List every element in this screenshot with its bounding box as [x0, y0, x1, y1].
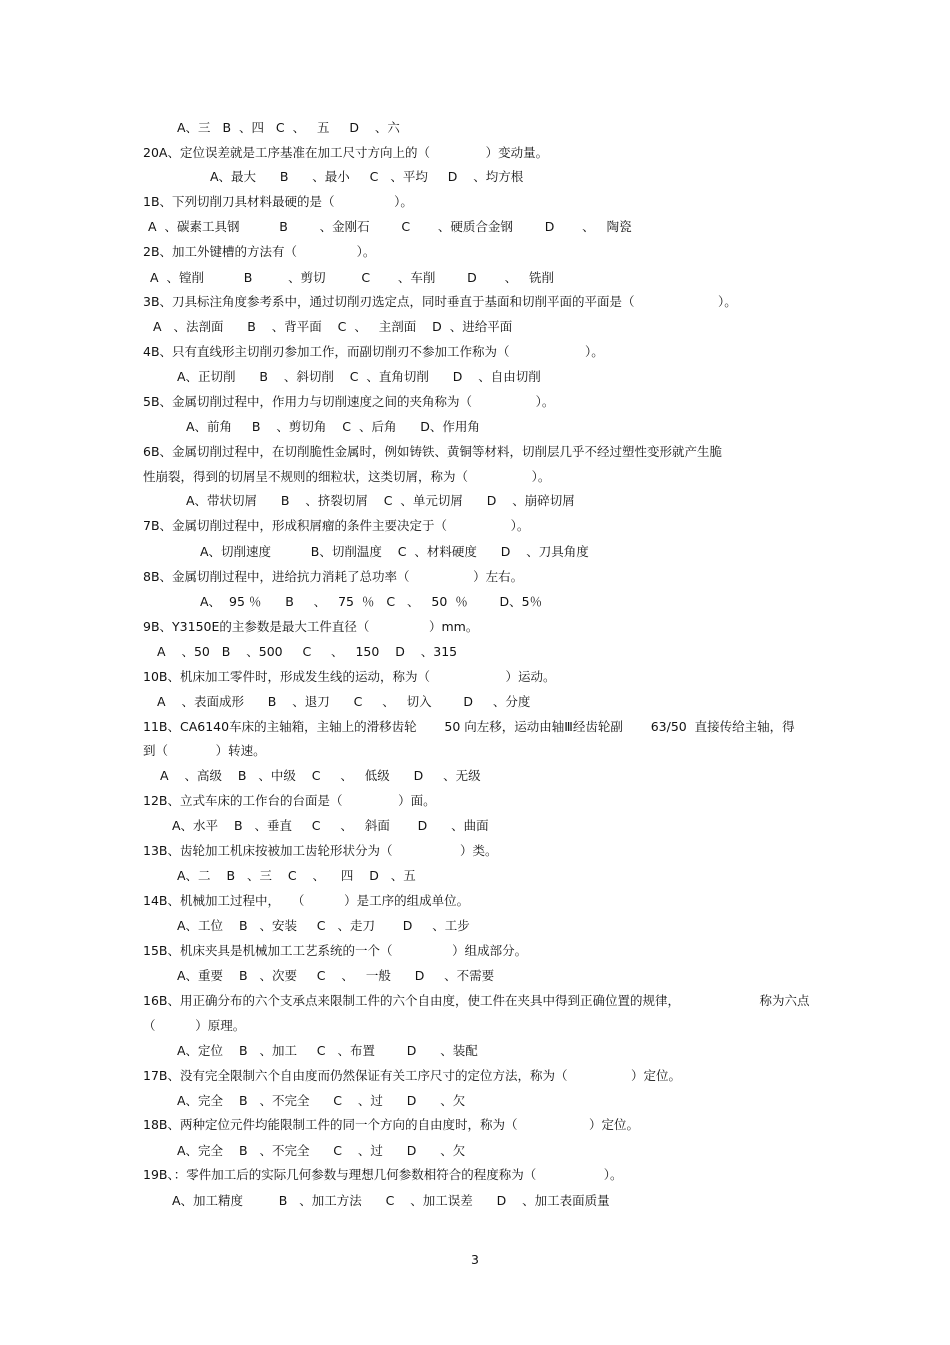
- question-line: （ ）原理。: [143, 1018, 246, 1033]
- question-line: 19B、：零件加工后的实际几何参数与理想几何参数相符合的程度称为（ ）。: [143, 1167, 623, 1182]
- question-line: 2B、加工外键槽的方法有（ ）。: [143, 244, 376, 259]
- question-line: 9B、Y3150E的主参数是最大工件直径（ ）mm。: [143, 619, 479, 634]
- option-line: A、定位 B 、加工 C 、布置 D 、装配: [177, 1043, 478, 1058]
- page-number: 3: [471, 1252, 479, 1267]
- question-line: 17B、没有完全限制六个自由度而仍然保证有关工序尺寸的定位方法，称为（ ）定位。: [143, 1068, 682, 1083]
- option-line: A 、法剖面 B 、背平面 C 、 主剖面 D 、进给平面: [153, 319, 513, 334]
- option-line: A 、50 B 、500 C 、 150 D 、315: [157, 644, 458, 659]
- option-line: A、带状切屑 B 、挤裂切屑 C 、单元切屑 D 、崩碎切屑: [186, 493, 575, 508]
- question-line: 18B、两种定位元件均能限制工件的同一个方向的自由度时，称为（ ）定位。: [143, 1117, 640, 1132]
- option-line: A、三 B 、四 C 、 五 D 、六: [177, 120, 400, 135]
- option-line: A 、高级 B 、中级 C 、 低级 D 、无级: [160, 768, 481, 783]
- option-line: A、加工精度 B 、加工方法 C 、加工误差 D 、加工表面质量: [172, 1193, 610, 1208]
- option-line: A 、碳素工具钢 B 、金刚石 C 、硬质合金钢 D 、 陶瓷: [148, 219, 632, 234]
- option-line: A、最大 B 、最小 C 、平均 D 、均方根: [210, 169, 524, 184]
- option-line: A、完全 B 、不完全 C 、过 D 、欠: [177, 1093, 466, 1108]
- question-line: 1B、下列切削刀具材料最硬的是（ ）。: [143, 194, 413, 209]
- question-line: 5B、金属切削过程中，作用力与切削速度之间的夹角称为（ ）。: [143, 394, 555, 409]
- option-line: A 、镗削 B 、剪切 C 、车削 D 、 铣削: [150, 270, 555, 285]
- question-line: 20A、定位误差就是工序基准在加工尺寸方向上的（ ）变动量。: [143, 145, 549, 160]
- option-line: A 、表面成形 B 、退刀 C 、 切入 D 、分度: [157, 694, 531, 709]
- option-line: A、重要 B 、次要 C 、 一般 D 、不需要: [177, 968, 495, 983]
- option-line: A、 95 ％ B 、 75 ％ C 、 50 ％ D、5％: [200, 594, 543, 609]
- question-line: 6B、金属切削过程中，在切削脆性金属时，例如铸铁、黄铜等材料，切削层几乎不经过塑性变形就产生脆: [143, 444, 723, 459]
- question-line: 3B、刀具标注角度参考系中，通过切削刃选定点，同时垂直于基面和切削平面的平面是（ ）。: [143, 294, 737, 309]
- question-line: 15B、机床夹具是机械加工工艺系统的一个（ ）组成部分。: [143, 943, 528, 958]
- question-line: 10B、机床加工零件时，形成发生线的运动，称为（ ）运动。: [143, 669, 556, 684]
- option-line: A、二 B 、三 C 、 四 D 、五: [177, 868, 416, 883]
- question-line: 14B、机械加工过程中， （ ）是工序的组成单位。: [143, 893, 470, 908]
- question-line: 13B、齿轮加工机床按被加工齿轮形状分为（ ）类。: [143, 843, 498, 858]
- option-line: A、前角 B 、剪切角 C 、后角 D、作用角: [186, 419, 480, 434]
- question-line: 4B、只有直线形主切削刃参加工作，而副切削刃不参加工作称为（ ）。: [143, 344, 604, 359]
- question-line: 到（ ）转速。: [143, 743, 266, 758]
- option-line: A、正切削 B 、斜切削 C 、直角切削 D 、自由切削: [177, 369, 541, 384]
- question-line: 8B、金属切削过程中，进给抗力消耗了总功率（ ）左右。: [143, 569, 524, 584]
- question-line: 性崩裂，得到的切屑呈不规则的细粒状，这类切屑，称为（ ）。: [143, 469, 551, 484]
- option-line: A、切削速度 B、切削温度 C 、材料硬度 D 、刀具角度: [200, 544, 589, 559]
- option-line: A、工位 B 、安装 C 、走刀 D 、工步: [177, 918, 470, 933]
- question-line: 12B、立式车床的工作台的台面是（ ）面。: [143, 793, 436, 808]
- option-line: A、完全 B 、不完全 C 、过 D 、欠: [177, 1143, 466, 1158]
- question-line: 16B、用正确分布的六个支承点来限制工件的六个自由度，使工件在夹具中得到正确位置的规律， 称为六点: [143, 993, 810, 1008]
- question-line: 7B、金属切削过程中，形成积屑瘤的条件主要决定于（ ）。: [143, 518, 530, 533]
- question-line: 11B、CA6140车床的主轴箱，主轴上的滑移齿轮 50 向左移，运动由轴Ⅲ经齿轮副 63/50 直接传给主轴，得: [143, 719, 795, 734]
- option-line: A、水平 B 、垂直 C 、 斜面 D 、曲面: [172, 818, 489, 833]
